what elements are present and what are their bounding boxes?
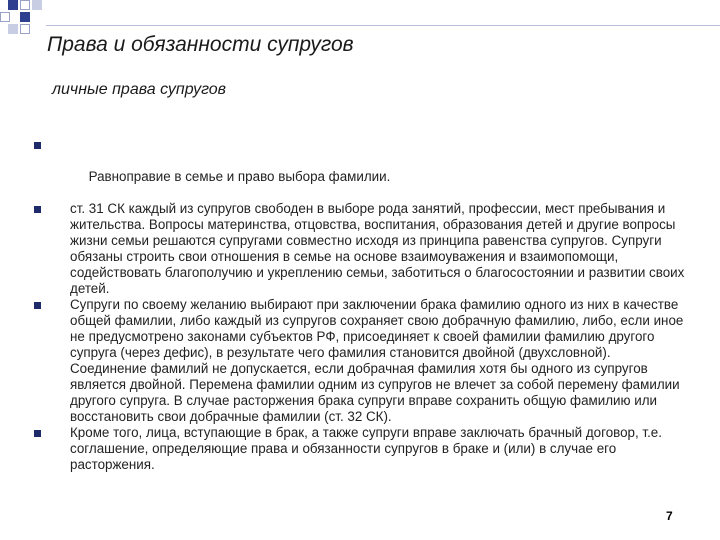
bullet-square-icon: [34, 430, 41, 437]
bullet-item: [30, 297, 690, 425]
page-number: 7: [666, 509, 673, 523]
bullet-text: Равноправие в семье и право выбора фамилии.: [84, 169, 391, 184]
bullet-square-icon: [34, 142, 41, 149]
bullet-item: [30, 137, 690, 201]
bullet-text: Супруги по своему желанию выбирают при заключении брака фамилию одного из них в качестве общей фамилии, либо каждый из супругов сохраняет свою добрачную фамилию, либо, если иное не предусмотрено законами субъектов РФ, присоединяет к своей фамилии фамилию другого супруга (через дефис), в результате чего фамилия становится двойной (двухсловной). Соединение фамилий не допускается, если добрачная фамилия хотя бы одного из супругов является двойной. Перемена фамилии одним из супругов не влечет за собой перемену фамилии другого супруга. В случае расторжения брака супруги вправе сохранить общую фамилию или восстановить свои добрачные фамилии (ст. 32 СК).: [70, 297, 684, 424]
bullet-square-icon: [34, 206, 41, 213]
bullet-list: [30, 137, 690, 473]
slide-subtitle: личные права супругов: [52, 81, 227, 98]
bullet-text: ст. 31 СК каждый из супругов свободен в выборе рода занятий, профессии, мест пребывания и жительства. Вопросы материнства, отцовства, воспитания, образования детей и другие вопросы жизни семьи решаются супругами совместно исходя из принципа равенства супругов. Супруги обязаны строить свои отношения в семье на основе взаимоуважения и взаимопомощи, содействовать благополучию и укреплению семьи, заботиться о благосостоянии и развитии своих детей.: [70, 201, 685, 296]
bullet-square-icon: [34, 302, 41, 309]
header-divider: [46, 25, 720, 26]
bullet-text: Кроме того, лица, вступающие в брак, а также супруги вправе заключать брачный договор, т.е. соглашение, определяющие права и обязанности супругов в браке и (или) в случае его расторжения.: [70, 425, 662, 472]
slide-title: Права и обязанности супругов: [47, 33, 354, 56]
bullet-item: [30, 201, 690, 297]
bullet-item: [30, 425, 690, 473]
